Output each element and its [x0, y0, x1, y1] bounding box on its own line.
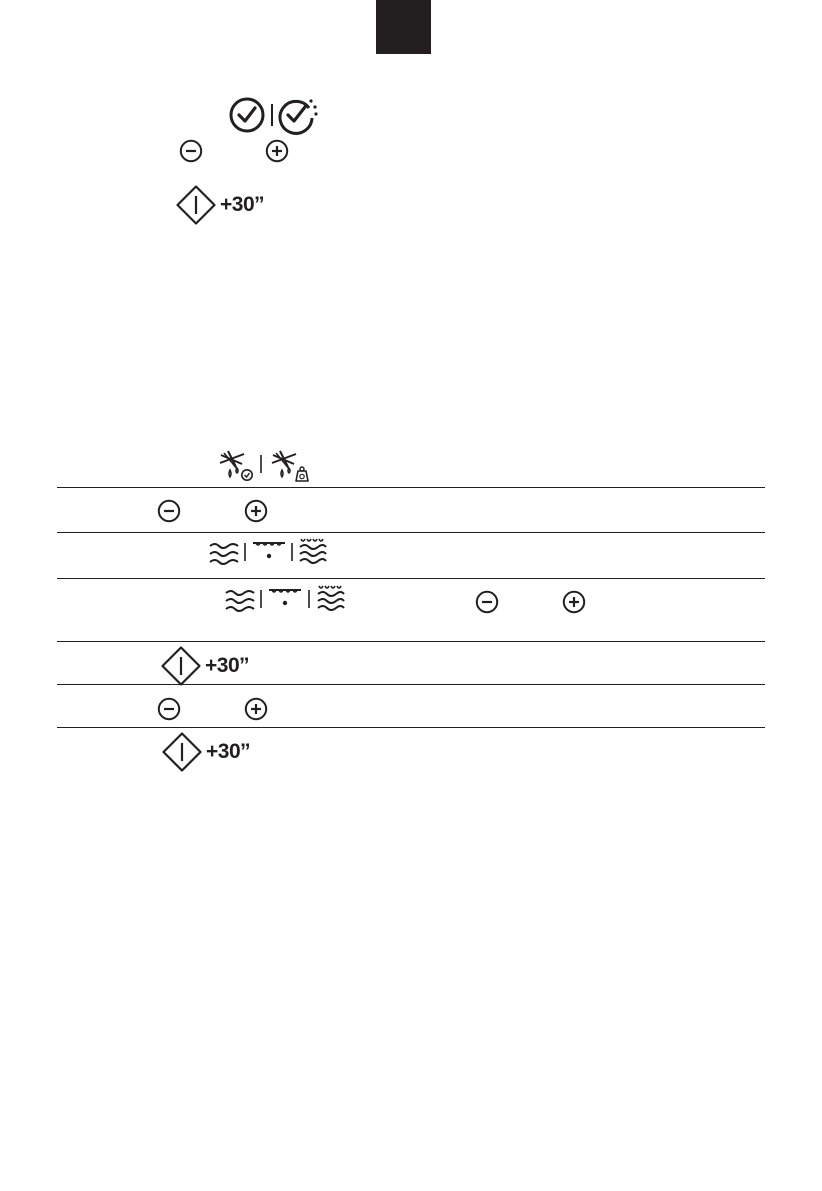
- row-divider: [57, 727, 765, 728]
- minus-icon: [475, 590, 499, 614]
- separator-icon: [290, 540, 294, 564]
- power-level-medium-icon: [252, 540, 286, 562]
- plus-icon: [562, 590, 586, 614]
- chapter-tab: [376, 0, 431, 54]
- power-level-low-icon: [208, 541, 240, 567]
- separator-icon: [243, 540, 247, 564]
- separator-icon: [307, 587, 311, 611]
- start-plus30-label: +30’’: [206, 740, 251, 763]
- separator-icon: [259, 587, 263, 611]
- plus-icon: [244, 697, 268, 721]
- minus-icon: [179, 139, 203, 163]
- defrost-by-weight-icon: [270, 450, 312, 484]
- separator-icon: [259, 452, 263, 476]
- row-divider: [57, 532, 765, 533]
- power-level-medium-icon: [268, 587, 302, 609]
- row-divider: [57, 641, 765, 642]
- plus-icon: [244, 499, 268, 523]
- minus-icon: [157, 499, 181, 523]
- row-divider: [57, 487, 765, 488]
- power-level-high-icon: [316, 584, 346, 612]
- power-level-high-icon: [298, 537, 328, 565]
- start-diamond-icon: [161, 646, 201, 686]
- row-divider: [57, 684, 765, 685]
- clock-check-icon: [228, 96, 266, 134]
- minus-icon: [157, 697, 181, 721]
- plus-icon: [265, 139, 289, 163]
- power-level-low-icon: [224, 588, 256, 614]
- row-divider: [57, 578, 765, 579]
- clock-check-dotted-icon: [278, 96, 320, 134]
- start-diamond-icon: [162, 732, 202, 772]
- start-diamond-icon: [176, 185, 216, 225]
- separator-icon: [270, 100, 274, 128]
- start-plus30-label: +30’’: [205, 654, 250, 677]
- start-plus30-label: +30’’: [220, 193, 265, 216]
- defrost-by-time-icon: [218, 450, 256, 482]
